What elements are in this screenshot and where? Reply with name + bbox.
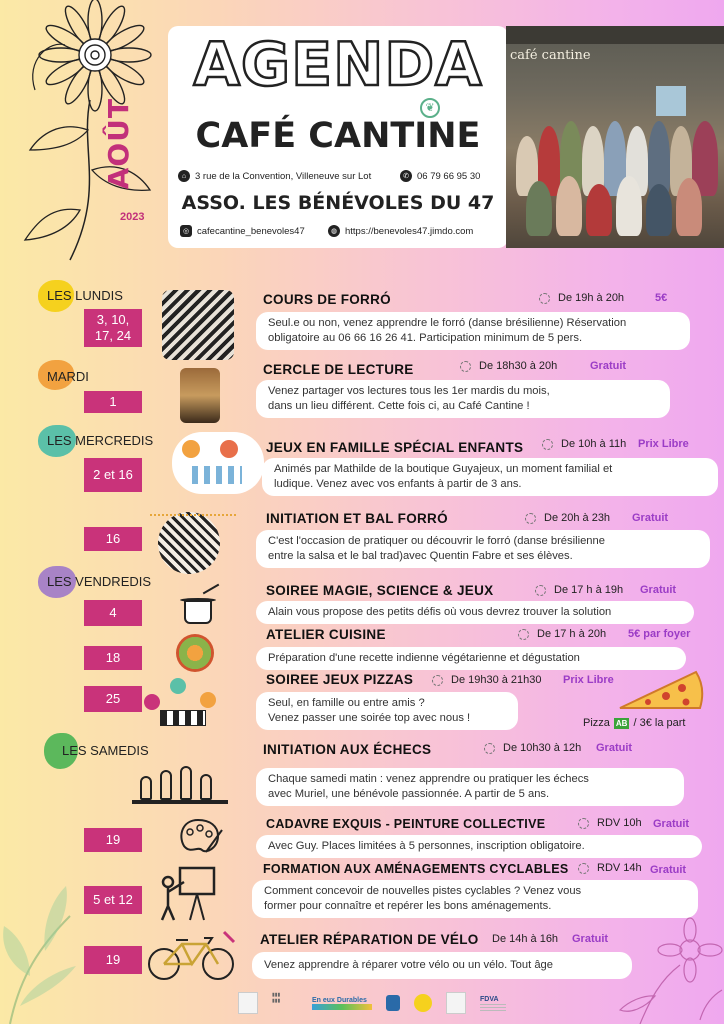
time-text: De 10h à 11h [561,438,627,450]
desc-line: Chaque samedi matin : venez apprendre ou pratiquer les échecs [268,773,589,785]
bicycle-icon [146,930,238,982]
desc-line: Seul.e ou non, venez apprendre le forró (danse brésilienne) Réservation [268,317,627,329]
event-desc-echecs [256,768,684,806]
event-title-magie: SOIREE MAGIE, SCIENCE & JEUX [266,583,494,598]
phone-text: 06 79 66 95 30 [417,170,481,182]
pizza-label: Pizza [583,717,610,729]
event-desc-lecture [256,380,670,418]
event-time-jeux-enfants [542,438,626,450]
kids-playing-illustration [172,432,264,494]
group-photo [506,26,724,248]
desc-line: Venez passer une soirée top avec nous ! [268,712,471,724]
day-label-vendredis: LES VENDREDIS [47,574,152,589]
event-time-cuisine [518,628,606,640]
venue-title: CAFÉ CANTINE [195,116,481,156]
time-text: De 20h à 23h [544,512,611,524]
partner-name: En eux Durables [312,996,367,1004]
clock-icon [539,293,550,304]
event-desc-forro [256,312,690,350]
phone-icon: ✆ [400,170,412,182]
event-title-echecs: INITIATION AUX ÉCHECS [263,742,432,757]
paint-palette-icon [176,816,224,856]
time-text: De 18h30 à 20h [479,360,558,372]
chess-pieces-illustration [132,766,228,806]
event-price-velo: Gratuit [572,933,609,945]
home-icon: ⌂ [178,170,190,182]
date-text: 3, 10, 17, 24 [94,312,132,343]
clock-icon [542,439,553,450]
event-time-forro [539,292,624,304]
event-desc-pizzas [256,692,518,730]
organic-badge: AB [615,718,628,728]
en-eux-durables-logo [312,997,372,1010]
desc-line: entre la salsa et le bal trad)avec Quentin Fabre et ses élèves. [268,550,573,562]
department-logo [414,994,432,1012]
flowers-decoration [600,910,724,1024]
desc-line: ludique. Venez avec vos enfants à partir de 3 ans. [274,478,522,490]
republic-logo [238,992,258,1014]
event-title-bal: INITIATION ET BAL FORRÓ [266,511,448,526]
event-time-bal [525,512,610,524]
event-time-echecs [484,742,581,754]
fdva-logo [480,996,506,1011]
association-title: ASSO. LES BÉNÉVOLES DU 47 [181,192,495,214]
leaf-logo-icon: ❦ [420,98,440,118]
event-price-magie: Gratuit [640,584,677,596]
day-label-samedis: LES SAMEDIS [62,743,149,758]
date-box-velo: 19 [84,946,142,974]
desc-line: obligatoire au 06 66 16 26 41. Participation minimum de 5 pers. [268,332,583,344]
leaves-decoration [0,836,80,1024]
clock-icon [460,361,471,372]
event-price-cadavre: Gratuit [653,818,690,830]
date-box-cyclables: 5 et 12 [84,886,142,914]
pizza-price: / 3€ la part [633,717,686,729]
instagram-icon: ◎ [180,225,192,237]
globe-icon: ◍ [328,225,340,237]
magic-hat-illustration [180,588,216,628]
forro-dancers-illustration [158,512,220,574]
event-title-cyclables: FORMATION AUX AMÉNAGEMENTS CYCLABLES [263,862,569,876]
desc-line: Avec Guy. Places limitées à 5 personnes, inscription obligatoire. [268,840,585,852]
day-label-mardi: MARDI [47,369,89,384]
desc-line: Venez partager vos lectures tous les 1er mardis du mois, [268,385,550,397]
event-price-cuisine: 5€ par foyer [628,628,691,640]
event-title-cuisine: ATELIER CUISINE [266,627,386,642]
date-box-forro [84,309,142,347]
website-link[interactable]: https://benevoles47.jimdo.com [345,225,474,237]
event-price-cyclables: Gratuit [650,864,687,876]
event-time-pizzas [432,674,542,686]
date-box-pizzas: 25 [84,686,142,712]
food-bowl-illustration [176,634,214,672]
partner-logos [238,992,506,1014]
event-title-lecture: CERCLE DE LECTURE [263,362,414,377]
photo-sign: café cantine [510,48,591,63]
year-label: 2023 [120,211,145,223]
day-label-mercredis: LES MERCREDIS [47,433,154,448]
pizza-slice-icon [616,668,706,712]
phone-row [400,170,480,182]
time-text: RDV 14h [597,862,642,874]
clock-icon [484,743,495,754]
time-text: RDV 10h [597,817,642,829]
event-title-jeux-enfants: JEUX EN FAMILLE SPÉCIAL ENFANTS [266,440,524,455]
event-title-forro: COURS DE FORRÓ [263,292,391,307]
prefecture-logo: ▮▮▮ ▮▮▮ [272,992,281,1004]
time-text: De 10h30 à 12h [503,742,582,754]
event-title-cadavre: CADAVRE EXQUIS - PEINTURE COLLECTIVE [266,817,546,831]
instagram-handle: cafecantine_benevoles47 [197,225,305,237]
desc-line: Seul, en famille ou entre amis ? [268,697,425,709]
board-game-illustration [140,674,226,730]
clock-icon [432,675,443,686]
clock-icon [525,513,536,524]
event-title-pizzas: SOIREE JEUX PIZZAS [266,672,414,687]
pizza-price-row [583,717,685,729]
date-box-jeux-enfants: 2 et 16 [84,458,142,492]
clock-icon [578,818,589,829]
desc-line: dans un lieu différent. Cette fois ci, au Café Cantine ! [268,400,530,412]
date-box-cuisine: 18 [84,646,142,670]
desc-line: Alain vous propose des petits défis où vous devrez trouver la solution [268,606,612,618]
time-text: De 14h à 16h [492,933,559,945]
desc-line: Venez apprendre à réparer votre vélo ou un vélo. Tout âge [264,959,553,971]
instagram-row [180,225,305,237]
event-price-pizzas: Prix Libre [563,674,614,686]
desc-line: Préparation d'une recette indienne végétarienne et dégustation [268,652,580,664]
clock-icon [535,585,546,596]
month-label: AOÛT [102,98,135,190]
event-time-cadavre [578,817,642,829]
desc-line: C'est l'occasion de pratiquer ou découvrir le forró (danse brésilienne [268,535,605,547]
republic-logo-2 [446,992,466,1014]
event-price-lecture: Gratuit [590,360,627,372]
desc-line: Comment concevoir de nouvelles pistes cyclables ? Venez vous [264,885,582,897]
garland-decoration [150,514,236,518]
event-price-echecs: Gratuit [596,742,633,754]
date-box-lecture: 1 [84,391,142,413]
date-box-magie: 4 [84,600,142,626]
day-label-lundis: LES LUNDIS [47,288,123,303]
deer-reading-illustration [180,368,220,423]
dancers-illustration [162,290,234,360]
event-price-bal: Gratuit [632,512,669,524]
time-text: De 17 h à 19h [554,584,624,596]
event-time-cyclables [578,862,642,874]
event-desc-jeux-enfants [262,458,718,496]
region-logo [386,995,400,1011]
clock-icon [578,863,589,874]
address-row [178,170,371,182]
desc-line: former pour connaître et repérer les bons aménagements. [264,900,552,912]
event-desc-velo [252,952,632,979]
page-title: AGENDA [193,30,483,100]
address-text: 3 rue de la Convention, Villeneuve sur Lot [195,170,372,182]
event-title-velo: ATELIER RÉPARATION DE VÉLO [260,932,479,947]
date-box-bal: 16 [84,527,142,551]
fdva-text: FDVA [480,995,499,1003]
date-box-cadavre: 19 [84,828,142,852]
presentation-board-icon [158,864,218,922]
time-text: De 17 h à 20h [537,628,607,640]
desc-line: avec Muriel, une bénévole passionnée. A partir de 5 ans. [268,788,550,800]
sunflower-illustration [10,0,170,270]
time-text: De 19h30 à 21h30 [451,674,542,686]
event-price-jeux-enfants: Prix Libre [638,438,689,450]
event-price-forro: 5€ [655,292,668,304]
time-text: De 19h à 20h [558,292,625,304]
event-time-lecture [460,360,557,372]
clock-icon [518,629,529,640]
event-desc-magie [256,601,694,624]
event-time-velo [492,933,558,945]
desc-line: Animés par Mathilde de la boutique Guyajeux, un moment familial et [274,463,613,475]
event-time-magie [535,584,623,596]
event-desc-bal [256,530,710,568]
website-row [328,225,473,237]
event-desc-cadavre [256,835,702,858]
event-desc-cuisine [256,647,686,670]
